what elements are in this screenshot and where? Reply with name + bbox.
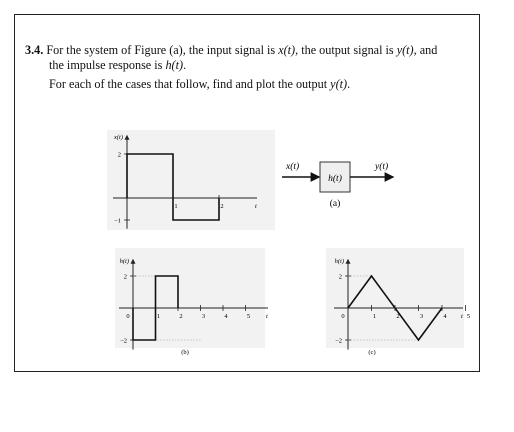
x-tick-label: 3 — [419, 313, 424, 320]
problem-statement — [25, 43, 475, 92]
x-axis-label: t — [266, 313, 268, 320]
x-tick-label: 4 — [443, 313, 447, 320]
x-axis-label: t — [461, 313, 463, 320]
y-tick-label: −2 — [120, 337, 127, 345]
plot-background — [115, 248, 265, 348]
system-block-diagram — [280, 145, 440, 220]
figure-caption-a: (a) — [329, 199, 341, 209]
problem-line-3 — [25, 77, 475, 92]
plot-h-t-c — [312, 240, 471, 360]
x-tick-label: 2 — [220, 203, 224, 210]
x-tick-label: 2 — [179, 313, 183, 320]
input-label: x(t) — [286, 162, 300, 172]
plot-h-t-b — [93, 240, 268, 360]
y-tick-label: −2 — [335, 337, 342, 345]
text-segment: , the output signal is — [295, 43, 397, 57]
x-tick-label: 5 — [246, 313, 251, 320]
math-y: y(t) — [396, 43, 414, 57]
y-tick-label: 2 — [117, 151, 121, 159]
x-tick-label: 3 — [201, 313, 206, 320]
math-y: y(t) — [330, 77, 348, 91]
x-tick-label: 1 — [156, 313, 161, 320]
text-segment: . — [347, 77, 351, 91]
x-tick-label: 2 — [396, 313, 400, 320]
x-tick-label: 5 — [466, 313, 471, 320]
plot-background — [107, 130, 275, 230]
y-tick-label: 2 — [338, 273, 342, 281]
figure-caption: (b) — [181, 349, 189, 356]
x-tick-label: 1 — [372, 313, 377, 320]
y-tick-label: −1 — [114, 217, 121, 225]
x-tick-label: 4 — [224, 313, 228, 320]
x-tick-label: 1 — [174, 203, 178, 210]
figure-caption: (c) — [368, 349, 376, 356]
system-box-label: h(t) — [328, 174, 342, 184]
problem-line-1 — [25, 43, 475, 58]
text-segment: the impulse response is — [49, 58, 166, 72]
math-x: x(t) — [278, 43, 296, 57]
text-segment: , and — [413, 43, 438, 57]
problem-frame — [14, 14, 480, 372]
x-tick-label: 0 — [341, 313, 345, 320]
x-tick-label: 0 — [126, 313, 130, 320]
math-h: h(t) — [165, 58, 184, 72]
problem-number: 3.4. — [25, 43, 44, 57]
text-segment: For each of the cases that follow, find and plot the output — [49, 77, 331, 91]
y-axis-label: x(t) — [113, 133, 123, 141]
y-axis-label: h(t) — [119, 257, 129, 265]
plot-x-t — [95, 120, 275, 230]
text-segment: . — [183, 58, 187, 72]
problem-line-2 — [25, 58, 475, 73]
y-axis-label: h(t) — [334, 257, 344, 265]
text-segment: For the system of Figure (a), the input signal is — [46, 43, 279, 57]
output-label: y(t) — [375, 162, 389, 172]
x-axis-label: t — [255, 203, 257, 210]
y-tick-label: 2 — [123, 273, 127, 281]
